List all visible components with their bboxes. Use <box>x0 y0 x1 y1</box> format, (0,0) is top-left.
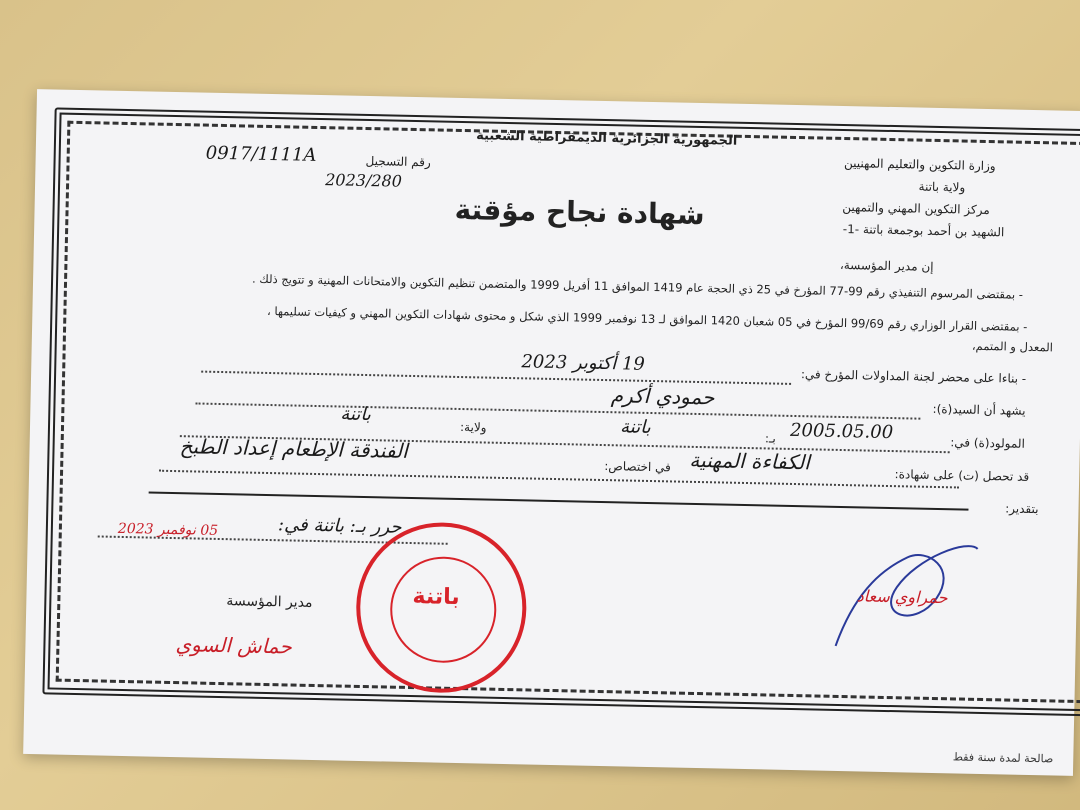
ministry-line: وزارة التكوين والتعليم المهنيين <box>843 155 996 174</box>
validity-note: صالحة لمدة سنة فقط <box>952 750 1054 766</box>
center-name-line: الشهيد بن أحمد بوجمعة باتنة -1- <box>842 221 1005 240</box>
born-label: المولود(ة) في: <box>950 435 1026 451</box>
person-name: حمودي أكرم <box>610 383 715 410</box>
born-date: 2005.05.00 <box>789 419 894 444</box>
certificate-title: شهادة نجاح مؤقتة <box>454 192 705 232</box>
center-line: مركز التكوين المهني والتمهين <box>842 199 990 218</box>
director-name: حماش السوي <box>175 632 292 659</box>
grade-label: بتقدير: <box>1005 501 1039 517</box>
done-at: حرر بـ: باتنة في: <box>277 514 402 538</box>
deliberation-label: - بناءا على محضر لجنة المداولات المؤرخ في: <box>800 367 1027 386</box>
specialty-label: في اختصاص: <box>604 459 671 475</box>
registration-label: رقم التسجيل <box>365 153 431 170</box>
certify-label: يشهد أن السيد(ة): <box>932 401 1026 418</box>
certificate-paper <box>23 89 1080 776</box>
born-at-label: بـ: <box>764 431 776 446</box>
born-at-value: باتنة <box>619 416 651 439</box>
diploma-label: قد تحصل (ت) على شهادة: <box>894 467 1030 484</box>
decree-2: - بمقتضى القرار الوزاري رقم 99/69 المؤرخ في 05 شعبان 1420 الموافق لـ 13 نوفمبر 1999 الذي شكل و محتوى شهادات التكوين المهني و كيفيات تسليمها ، <box>266 303 1028 334</box>
registration-number: 0917/1111A <box>205 142 317 166</box>
republic-header: الجمهورية الجزائرية الديمقراطية الشعبية <box>476 128 738 149</box>
wilaya-line: ولاية باتنة <box>918 179 966 195</box>
decree-1: - بمقتضى المرسوم التنفيذي رقم 99-77 المؤرخ في 25 ذي الحجة عام 1419 الموافق 11 أفريل 1999 والمتضمن تنظيم التكوين والامتحانات المهنية و تتويج ذلك . <box>251 271 1024 302</box>
done-date: 05 نوفمبر 2023 <box>117 520 219 539</box>
decree-2-cont: المعدل و المتمم، <box>971 338 1054 355</box>
registration-year: 2023/280 <box>325 170 403 191</box>
signer-name: حمراوي سعاد <box>856 586 948 608</box>
stamp-word: باتنة <box>412 584 460 611</box>
intro-text: إن مدير المؤسسة، <box>839 257 934 274</box>
specialty-value: الفندقة الإطعام إعداد الطبخ <box>179 434 408 463</box>
director-label: مدير المؤسسة <box>226 593 313 611</box>
wilaya-label: ولاية: <box>459 420 487 435</box>
diploma-value: الكفاءة المهنية <box>689 447 811 475</box>
wilaya-value: باتنة <box>340 403 372 426</box>
deliberation-date: 19 أكتوبر 2023 <box>521 351 646 375</box>
